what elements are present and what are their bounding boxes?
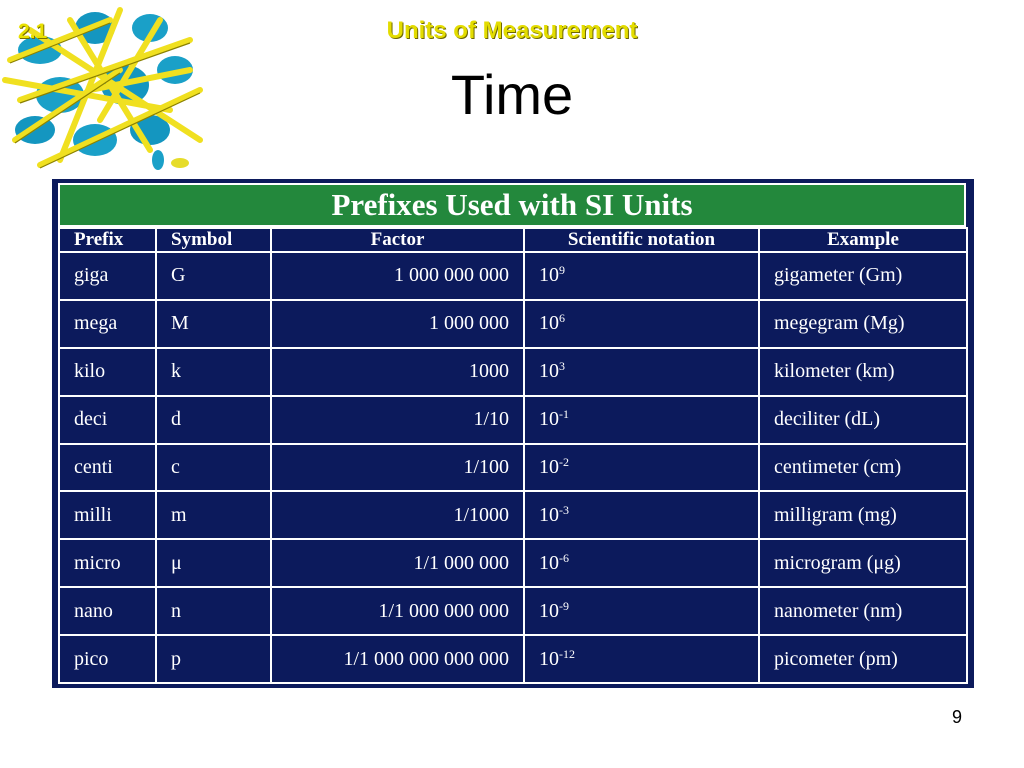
cell-factor: 1 000 000 <box>271 300 524 348</box>
page-number: 9 <box>951 707 962 727</box>
cell-prefix: giga <box>59 252 156 300</box>
cell-scientific-notation <box>524 300 759 348</box>
cell-example: megegram (Mg) <box>759 300 967 348</box>
si-prefix-table-frame <box>52 179 974 688</box>
sci-exponent: -6 <box>559 550 569 565</box>
cell-symbol: μ <box>156 539 271 587</box>
sci-exponent: 3 <box>559 359 565 374</box>
cell-symbol: d <box>156 396 271 444</box>
cell-scientific-notation <box>524 348 759 396</box>
cell-factor: 1000 <box>271 348 524 396</box>
cell-factor: 1 000 000 000 <box>271 252 524 300</box>
sci-exponent: -3 <box>559 502 569 517</box>
sci-base: 10 <box>539 647 559 670</box>
cell-prefix: micro <box>59 539 156 587</box>
table-row <box>59 635 967 683</box>
cell-example: nanometer (nm) <box>759 587 967 635</box>
cell-example: deciliter (dL) <box>759 396 967 444</box>
sci-base: 10 <box>539 599 559 622</box>
table-row <box>59 491 967 539</box>
sci-base: 10 <box>539 408 559 431</box>
sci-exponent: 9 <box>559 263 565 278</box>
cell-example: centimeter (cm) <box>759 444 967 492</box>
sci-exponent: -9 <box>559 598 569 613</box>
cell-scientific-notation <box>524 444 759 492</box>
cell-prefix: centi <box>59 444 156 492</box>
column-header-symbol: Symbol <box>156 228 271 252</box>
cell-example: milligram (mg) <box>759 491 967 539</box>
table-row <box>59 348 967 396</box>
column-header-example: Example <box>759 228 967 252</box>
cell-scientific-notation <box>524 587 759 635</box>
table-row <box>59 300 967 348</box>
cell-factor: 1/1 000 000 000 <box>271 587 524 635</box>
cell-symbol: n <box>156 587 271 635</box>
sci-exponent: -1 <box>559 407 569 422</box>
cell-prefix: pico <box>59 635 156 683</box>
column-header-prefix: Prefix <box>59 228 156 252</box>
cell-symbol: k <box>156 348 271 396</box>
cell-factor: 1/100 <box>271 444 524 492</box>
cell-scientific-notation <box>524 252 759 300</box>
cell-symbol: m <box>156 491 271 539</box>
sci-base: 10 <box>539 455 559 478</box>
cell-symbol: p <box>156 635 271 683</box>
cell-symbol: G <box>156 252 271 300</box>
cell-example: picometer (pm) <box>759 635 967 683</box>
column-header-scientific-notation: Scientific notation <box>524 228 759 252</box>
column-header-factor: Factor <box>271 228 524 252</box>
cell-example: kilometer (km) <box>759 348 967 396</box>
cell-symbol: M <box>156 300 271 348</box>
cell-scientific-notation <box>524 491 759 539</box>
cell-factor: 1/1 000 000 000 000 <box>271 635 524 683</box>
cell-scientific-notation <box>524 539 759 587</box>
sci-exponent: -2 <box>559 454 569 469</box>
cell-factor: 1/1000 <box>271 491 524 539</box>
sci-exponent: 6 <box>559 311 565 326</box>
cell-factor: 1/1 000 000 <box>271 539 524 587</box>
table-row <box>59 444 967 492</box>
cell-scientific-notation <box>524 396 759 444</box>
table-row <box>59 539 967 587</box>
table-title: Prefixes Used with SI Units <box>58 183 966 227</box>
cell-prefix: milli <box>59 491 156 539</box>
cell-example: microgram (μg) <box>759 539 967 587</box>
cell-symbol: c <box>156 444 271 492</box>
cell-prefix: nano <box>59 587 156 635</box>
table-header-row <box>59 228 967 252</box>
cell-scientific-notation <box>524 635 759 683</box>
cell-prefix: deci <box>59 396 156 444</box>
table-row <box>59 587 967 635</box>
sci-base: 10 <box>539 551 559 574</box>
cell-factor: 1/10 <box>271 396 524 444</box>
table-body <box>59 252 967 683</box>
section-number: 2.1 <box>18 20 48 43</box>
si-prefix-table <box>58 227 968 684</box>
sci-base: 10 <box>539 312 559 335</box>
table-row <box>59 252 967 300</box>
cell-prefix: mega <box>59 300 156 348</box>
sci-base: 10 <box>539 360 559 383</box>
section-title: Units of Measurement <box>386 17 638 44</box>
page-title: Time <box>450 63 574 126</box>
sci-base: 10 <box>539 503 559 526</box>
sci-exponent: -12 <box>559 646 575 661</box>
sci-base: 10 <box>539 264 559 287</box>
table-row <box>59 396 967 444</box>
cell-prefix: kilo <box>59 348 156 396</box>
cell-example: gigameter (Gm) <box>759 252 967 300</box>
